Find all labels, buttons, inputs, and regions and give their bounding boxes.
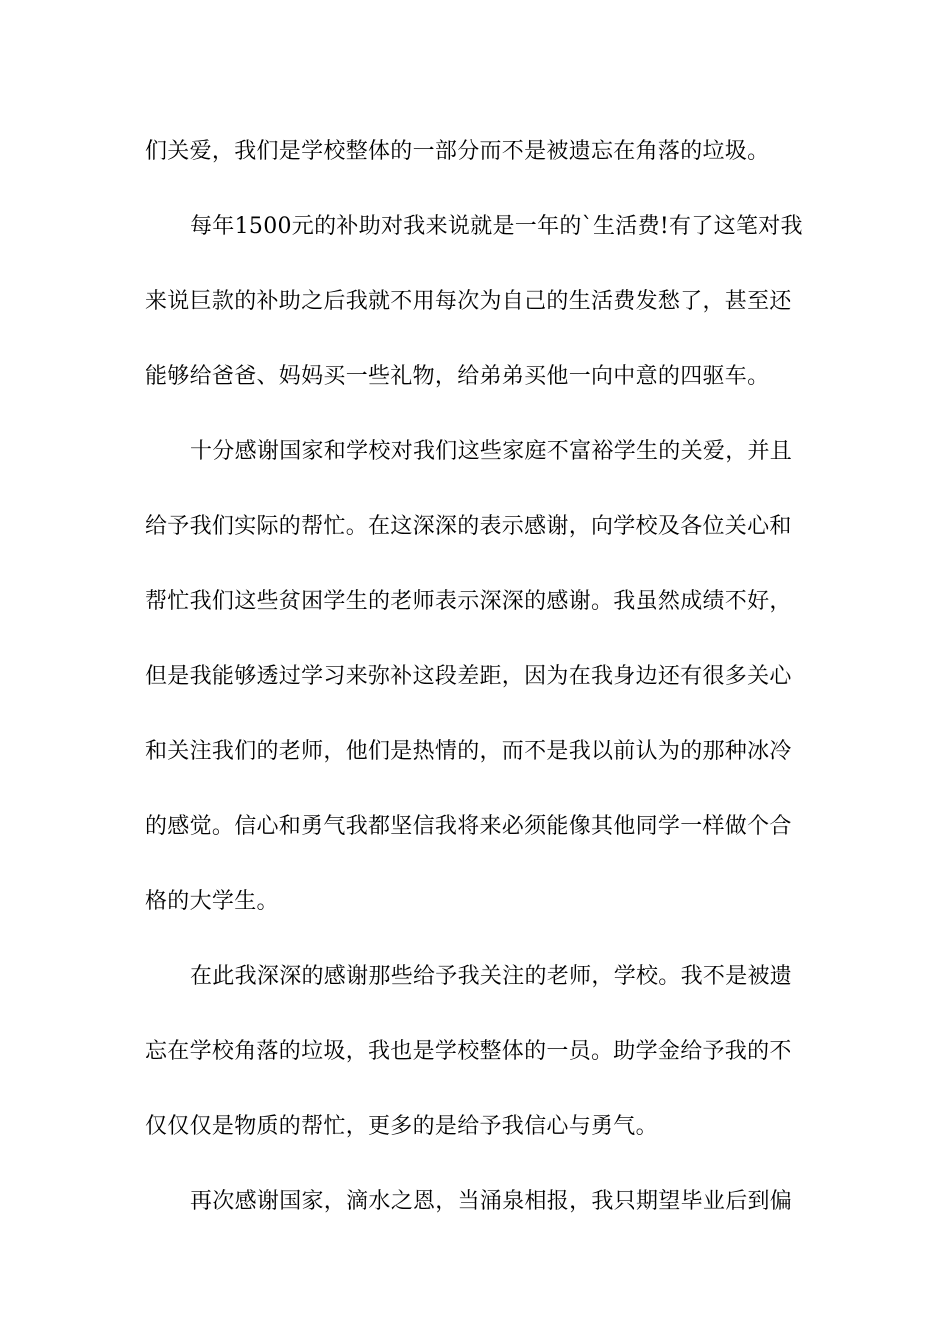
text-line: 格的大学生。 <box>145 889 279 914</box>
text-line: 和关注我们的老师，他们是热情的，而不是我以前认为的那种冰冷 <box>145 739 792 764</box>
text-line: 但是我能够透过学习来弥补这段差距，因为在我身边还有很多关心 <box>145 664 792 689</box>
text-line: 忘在学校角落的垃圾，我也是学校整体的一员。助学金给予我的不 <box>145 1039 792 1064</box>
text-line: 每年1500元的补助对我来说就是一年的`生活费!有了这笔对我 <box>190 214 803 239</box>
text-line: 的感觉。信心和勇气我都坚信我将来必须能像其他同学一样做个合 <box>145 814 792 839</box>
text-line: 仅仅仅是物质的帮忙，更多的是给予我信心与勇气。 <box>145 1114 658 1139</box>
text-line: 在此我深深的感谢那些给予我关注的老师，学校。我不是被遗 <box>190 964 793 989</box>
text-line: 来说巨款的补助之后我就不用每次为自己的生活费发愁了，甚至还 <box>145 289 792 314</box>
text-line: 帮忙我们这些贫困学生的老师表示深深的感谢。我虽然成绩不好， <box>145 589 792 614</box>
text-line: 给予我们实际的帮忙。在这深深的表示感谢，向学校及各位关心和 <box>145 514 792 539</box>
text-line: 再次感谢国家，滴水之恩，当涌泉相报，我只期望毕业后到偏 <box>190 1189 793 1214</box>
text-line: 十分感谢国家和学校对我们这些家庭不富裕学生的关爱，并且 <box>190 439 793 464</box>
text-line: 能够给爸爸、妈妈买一些礼物，给弟弟买他一向中意的四驱车。 <box>145 364 770 389</box>
text-line: 们关爱，我们是学校整体的一部分而不是被遗忘在角落的垃圾。 <box>145 139 770 164</box>
